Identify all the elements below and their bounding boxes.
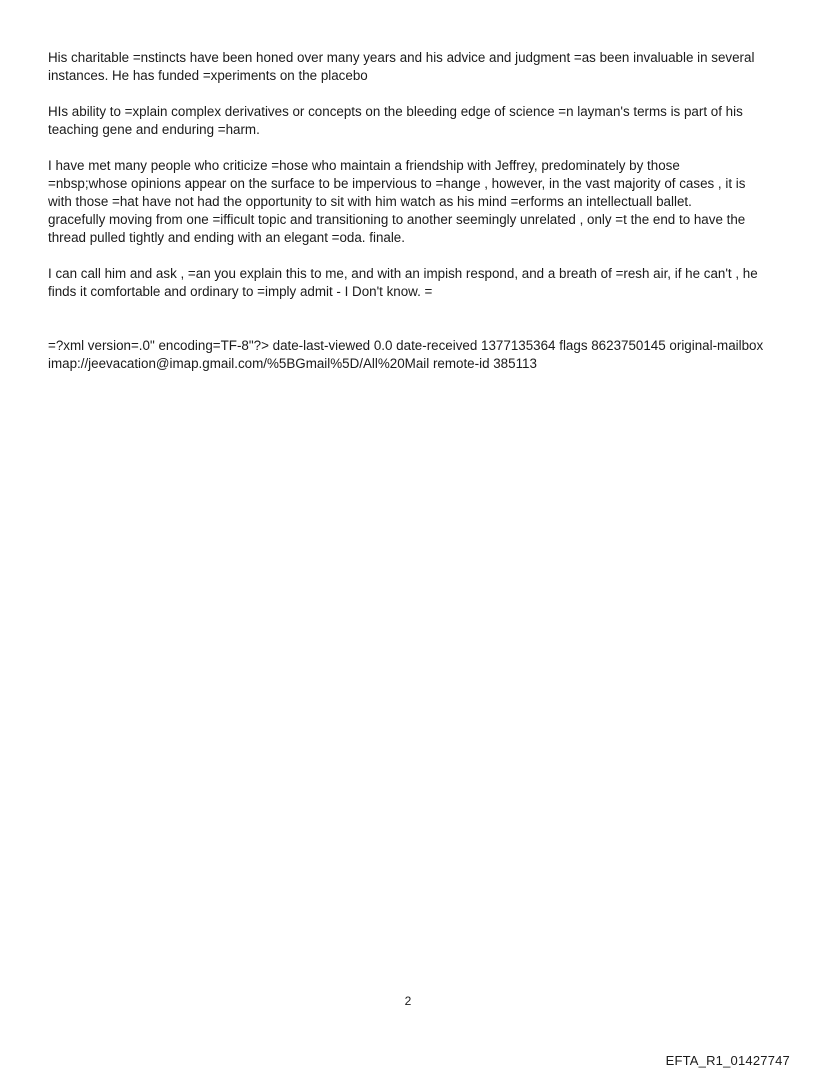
text-line: instances. He has funded =xperiments on the placebo	[48, 68, 368, 83]
paragraph-mail-metadata	[48, 337, 772, 373]
text-line: =nbsp;whose opinions appear on the surface to be impervious to =hange , however, in the vast majority of cases , it is	[48, 176, 746, 191]
paragraph-call-him	[48, 265, 772, 301]
text-line: gracefully moving from one =ifficult topic and transitioning to another seemingly unrelated , only =t the end to have the	[48, 212, 746, 227]
text-line: His charitable =nstincts have been honed over many years and his advice and judgment =as been invaluable in several	[48, 50, 755, 65]
paragraph-critics	[48, 157, 772, 247]
page-number: 2	[404, 994, 412, 1008]
paragraph-charitable-instincts	[48, 49, 772, 85]
text-line: with those =hat have not had the opportunity to sit with him watch as his mind =erforms an intellectuall ballet.	[48, 194, 692, 209]
text-line: =?xml version=.0" encoding=TF-8"?> date-last-viewed 0.0 date-received 1377135364 flags 8623750145 original-mailbox	[48, 338, 764, 353]
text-line: imap://jeevacation@imap.gmail.com/%5BGmail%5D/All%20Mail remote-id 385113	[48, 356, 537, 371]
email-body	[48, 49, 772, 391]
text-line: thread pulled tightly and ending with an elegant =oda. finale.	[48, 230, 405, 245]
text-line: I have met many people who criticize =hose who maintain a friendship with Jeffrey, predominately by those	[48, 158, 680, 173]
text-line: finds it comfortable and ordinary to =imply admit - I Don't know. =	[48, 284, 433, 299]
text-line: teaching gene and enduring =harm.	[48, 122, 260, 137]
document-id-stamp: EFTA_R1_01427747	[665, 1053, 790, 1068]
text-line: I can call him and ask , =an you explain this to me, and with an impish respond, and a breath of =resh air, if he can't , he	[48, 266, 758, 281]
text-line: HIs ability to =xplain complex derivatives or concepts on the bleeding edge of science =n layman's terms is part of his	[48, 104, 743, 119]
paragraph-explain-ability	[48, 103, 772, 139]
